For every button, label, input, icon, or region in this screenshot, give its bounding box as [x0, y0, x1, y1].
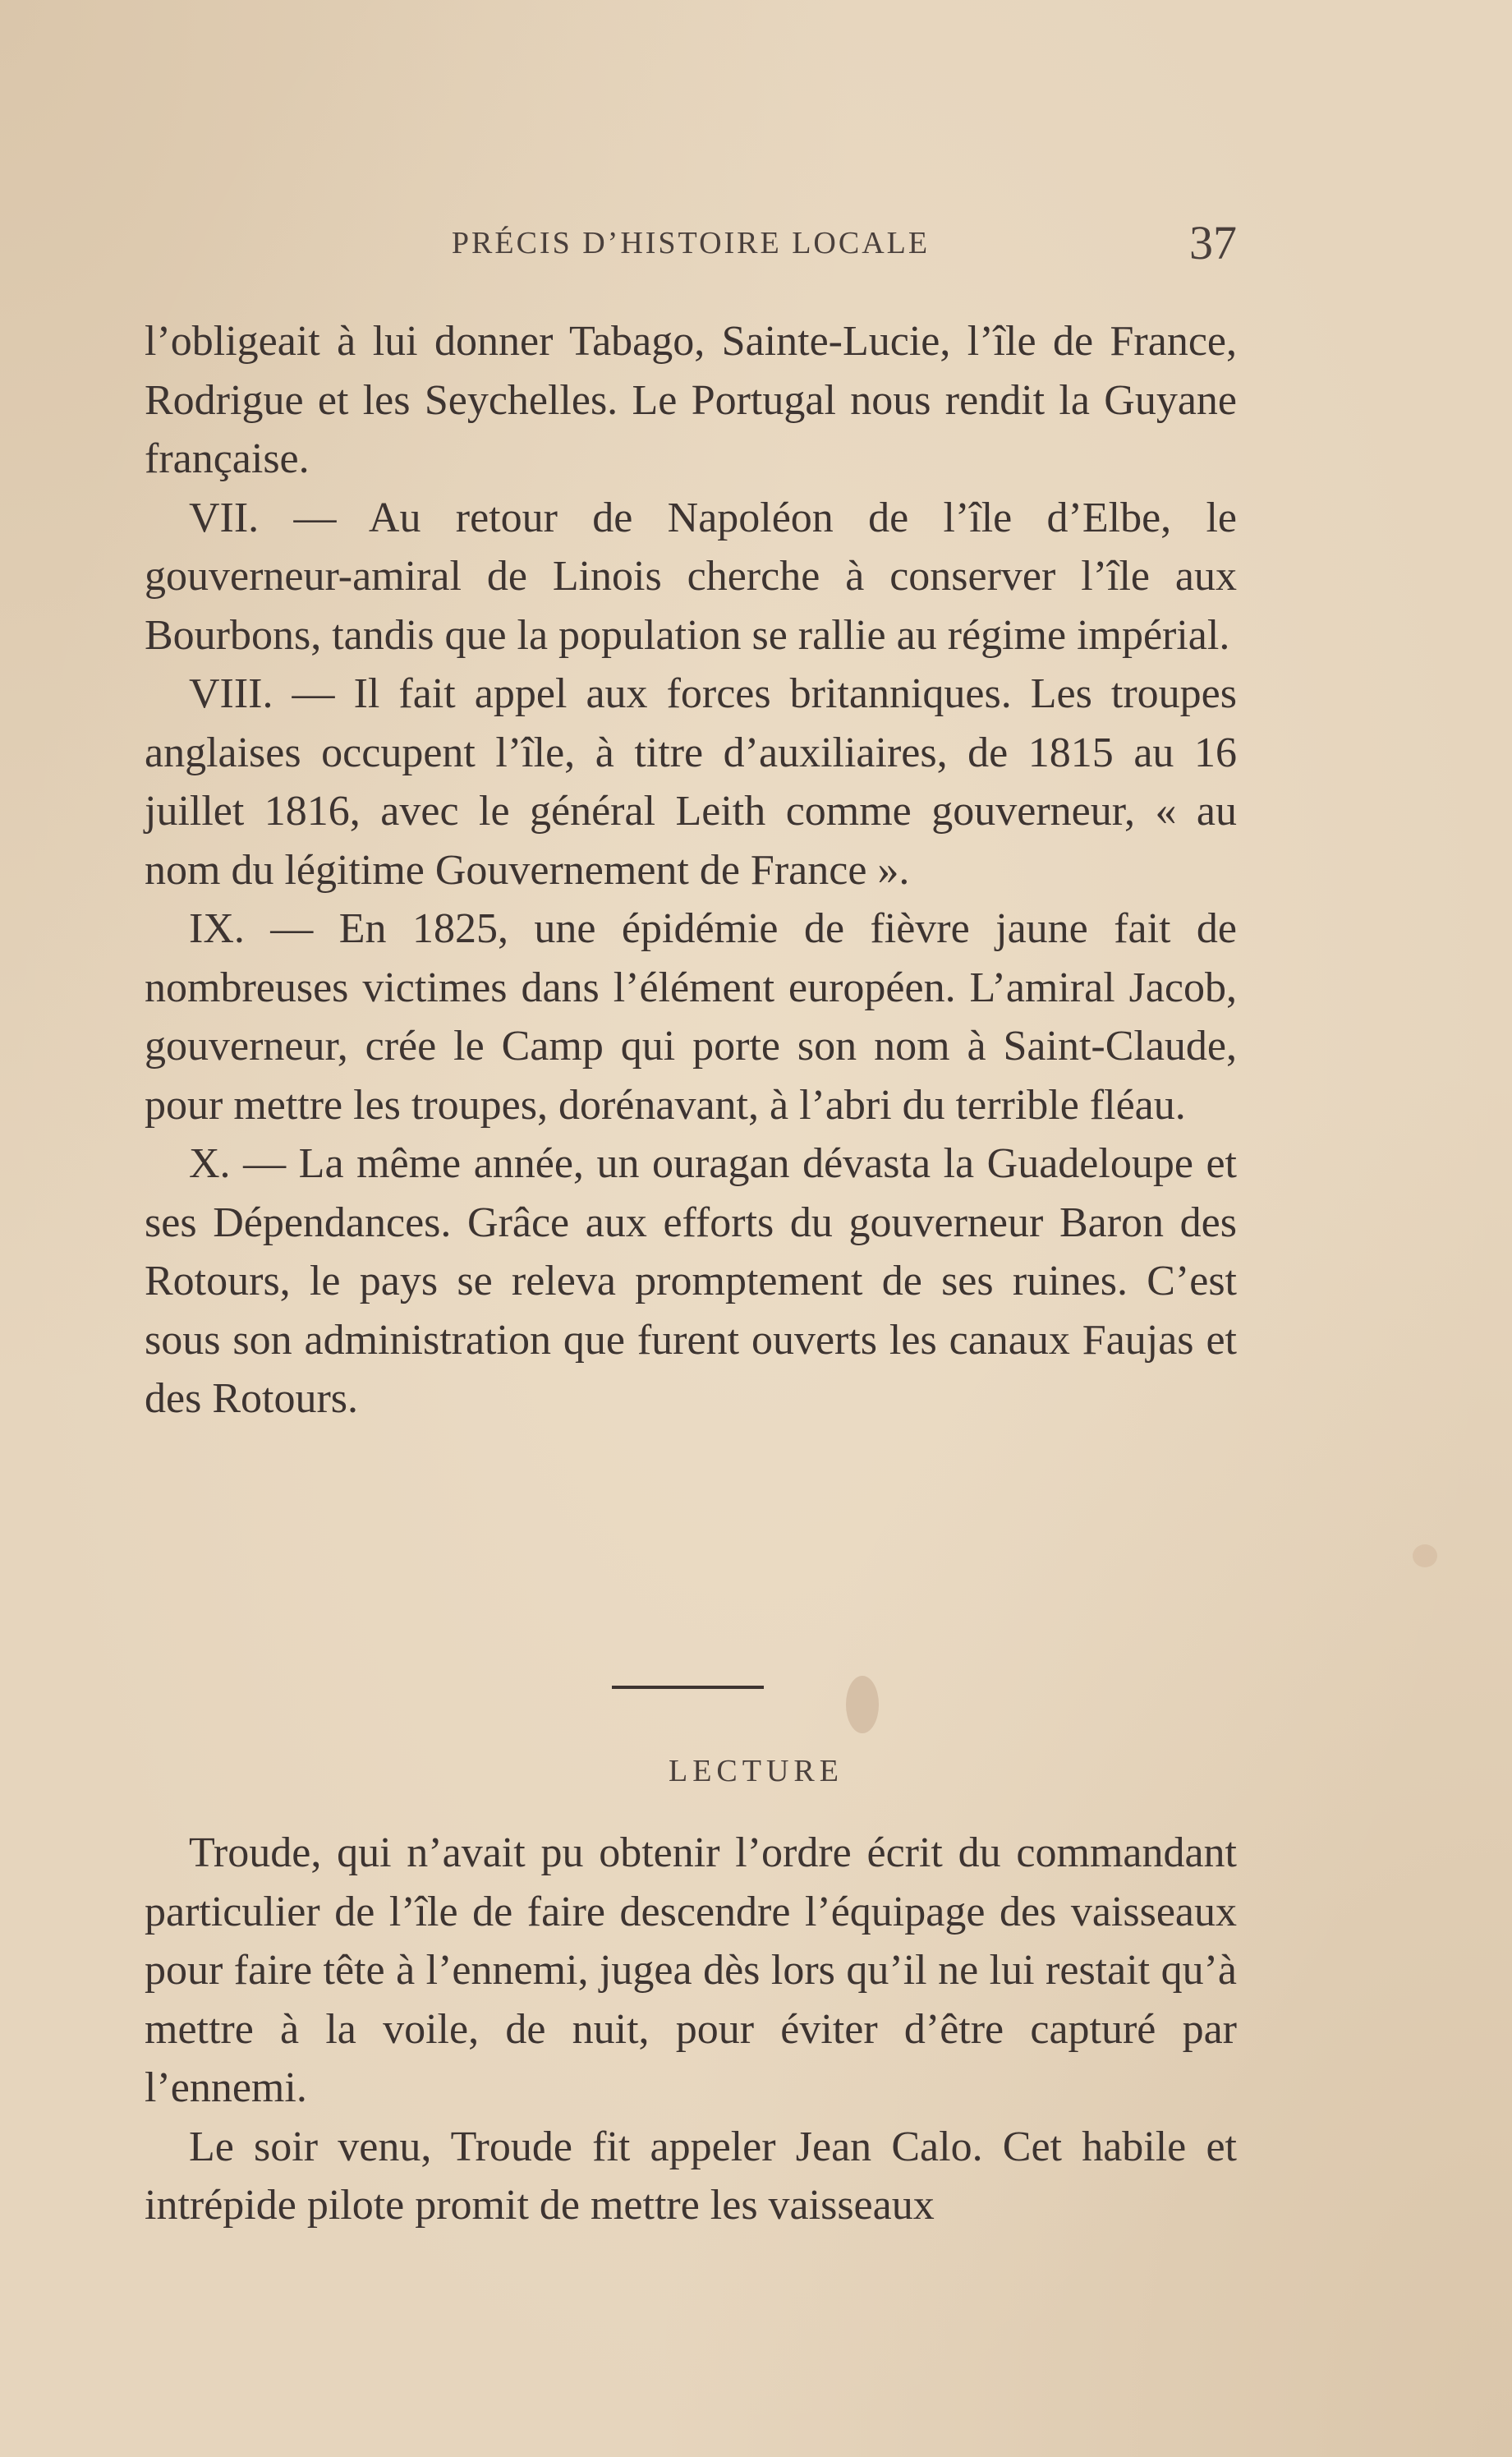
- page-number: 37: [1189, 216, 1237, 269]
- body-text: [145, 312, 1237, 1429]
- paragraph: X. — La même année, un ouragan dévasta la Guadeloupe et ses Dépendances. Grâce aux efforts du gouverneur Baron des Rotours, le pays se releva promptement de ses ruines. C’est sous son administration que furent ouverts les canaux Faujas et des Rotours.: [145, 1140, 1237, 1422]
- paragraph: l’obligeait à lui donner Tabago, Sainte-Lucie, l’île de France, Rodrigue et les Seychelles. Le Portugal nous rendit la Guyane française.: [145, 318, 1237, 482]
- paragraph: Le soir venu, Troude fit appeler Jean Calo. Cet habile et intrépide pilote promit de mettre les vaisseaux: [145, 2123, 1237, 2229]
- lecture-text: [145, 1824, 1237, 2235]
- section-title: LECTURE: [669, 1754, 843, 1788]
- paragraph: Troude, qui n’avait pu obtenir l’ordre écrit du commandant particulier de l’île de faire descendre l’équipage des vaisseaux pour faire tête à l’ennemi, jugea dès lors qu’il ne lui restait qu’à mettre à la voile, de nuit, pour éviter d’être capturé par l’ennemi.: [145, 1829, 1237, 2111]
- paragraph: VII. — Au retour de Napoléon de l’île d’Elbe, le gouverneur-amiral de Linois cherche à conserver l’île aux Bourbons, tandis que la population se rallie au régime impérial.: [145, 494, 1237, 659]
- running-head: [145, 215, 1237, 273]
- paragraph: VIII. — Il fait appel aux forces britanniques. Les troupes anglaises occupent l’île, à titre d’auxiliaires, de 1815 au 16 juillet 1816, avec le général Leith comme gouverneur, « au nom du légitime Gouvernement de France ».: [145, 670, 1237, 894]
- paper-stain: [1413, 1544, 1437, 1567]
- paragraph: IX. — En 1825, une épidémie de fièvre jaune fait de nombreuses victimes dans l’élément européen. L’amiral Jacob, gouverneur, crée le Camp qui porte son nom à Saint-Claude, pour mettre les troupes, dorénavant, à l’abri du terrible fléau.: [145, 905, 1237, 1129]
- running-title: PRÉCIS D’HISTOIRE LOCALE: [451, 226, 931, 260]
- paper-stain: [846, 1676, 879, 1733]
- section-divider: [612, 1686, 764, 1689]
